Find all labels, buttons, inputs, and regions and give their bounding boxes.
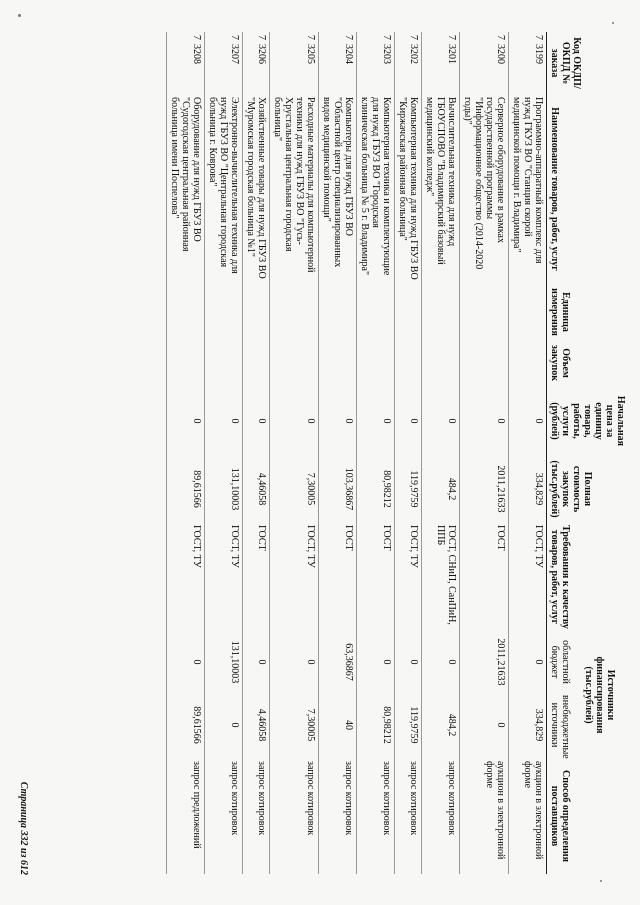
cell-funding-other: 80,98212 (357, 692, 395, 758)
cell-name: Программно-аппаратный комплекс для нужд ГКУЗ ВО "Станция скорой медицинской помощи г. Владимира" (509, 94, 547, 284)
table-row (167, 32, 205, 874)
cell-requirements: ГОСТ (243, 522, 270, 632)
cell-funding-regional: 0 (243, 632, 270, 692)
cell-funding-other: 89,61566 (167, 692, 205, 758)
cell-price: 0 (509, 386, 547, 456)
cell-number: 3205 (305, 44, 316, 64)
cell-prefix: 7 (533, 35, 544, 40)
cell-funding-regional: 0 (509, 632, 547, 692)
cell-unit (205, 284, 243, 340)
cell-total: 119,9759 (395, 456, 422, 522)
cell-volume (243, 340, 270, 386)
cell-volume (167, 340, 205, 386)
cell-requirements: ГОСТ, ТУ (270, 522, 319, 632)
cell-price: 0 (205, 386, 243, 456)
cell-number: 3203 (381, 44, 392, 64)
header-volume: Объем закупок (547, 340, 629, 386)
cell-volume (422, 340, 460, 386)
cell-requirements: ГОСТ, ТУ (205, 522, 243, 632)
cell-unit (422, 284, 460, 340)
cell-price: 0 (270, 386, 319, 456)
cell-name: Компьютерная техника для нужд ГБУЗ ВО "Киржачская районная больница" (395, 94, 422, 284)
cell-prefix: 7 (343, 35, 354, 40)
cell-total: 2011,21633 (460, 456, 509, 522)
cell-price: 0 (395, 386, 422, 456)
cell-requirements: ГОСТ, ТУ (509, 522, 547, 632)
cell-name: Расходные материалы для компьютерной техники для нужд ГБУЗ ВО "Гусь-Хрустальная центральная городская больница" (270, 94, 319, 284)
cell-code (167, 32, 205, 94)
cell-funding-regional: 131,10003 (205, 632, 243, 692)
cell-funding-other: 40 (319, 692, 357, 758)
cell-method: запрос котировок (270, 758, 319, 874)
cell-requirements: ГОСТ, ТУ (395, 522, 422, 632)
cell-funding-other: 0 (460, 692, 509, 758)
cell-method: запрос котировок (395, 758, 422, 874)
table-row (270, 32, 319, 874)
cell-funding-other: 119,9759 (395, 692, 422, 758)
cell-code (270, 32, 319, 94)
procurement-table (166, 32, 628, 874)
header-name: Наименование товаров, работ, услуг (547, 94, 629, 284)
cell-volume (460, 340, 509, 386)
cell-requirements: ГОСТ, ТУ (167, 522, 205, 632)
cell-requirements: ГОСТ (357, 522, 395, 632)
cell-name: Хозяйственные товары для нужд ГБУЗ ВО "Муромская городская больница №1" (243, 94, 270, 284)
scan-speck (18, 14, 21, 17)
cell-code (509, 32, 547, 94)
header-method: Способ определения поставщиков (547, 758, 629, 874)
cell-name: Серверное оборудование в рамках государственной программы "Информационное общество (2014-2020 годы)" (460, 94, 509, 284)
cell-number: 3201 (446, 44, 457, 64)
cell-unit (243, 284, 270, 340)
cell-funding-regional: 0 (422, 632, 460, 692)
header-funding-other: внебюджетные источники (547, 692, 581, 758)
cell-unit (357, 284, 395, 340)
header-code: Код ОКДП/ ОКПД № заказа (547, 32, 629, 94)
header-requirements: Требования к качеству товаров, работ, услуг (547, 522, 629, 632)
cell-price: 0 (319, 386, 357, 456)
table-header-row (581, 32, 628, 874)
header-total: Полная стоимость закупок (тыс.рублей) (547, 456, 629, 522)
cell-method: запрос предложений (167, 758, 205, 874)
cell-number: 3207 (229, 44, 240, 64)
cell-name: Компьютерная техника и комплектующие для нужд ГБУЗ ВО "Городская клиническая больница № 5 г. Владимира" (357, 94, 395, 284)
cell-code (422, 32, 460, 94)
cell-prefix: 7 (229, 35, 240, 40)
cell-number: 3200 (495, 44, 506, 64)
cell-name: Компьютеры для нужд ГБУЗ ВО "Областной центр специализированных видов медицинской помощи" (319, 94, 357, 284)
cell-prefix: 7 (191, 35, 202, 40)
cell-prefix: 7 (381, 35, 392, 40)
page-number: Страница 332 из 612 (18, 781, 29, 875)
cell-unit (395, 284, 422, 340)
cell-price: 0 (460, 386, 509, 456)
cell-funding-regional: 0 (395, 632, 422, 692)
cell-requirements: ГОСТ (460, 522, 509, 632)
cell-volume (509, 340, 547, 386)
cell-price: 0 (357, 386, 395, 456)
cell-funding-other: 334,829 (509, 692, 547, 758)
cell-price: 0 (422, 386, 460, 456)
cell-prefix: 7 (446, 35, 457, 40)
cell-total: 484,2 (422, 456, 460, 522)
cell-method: аукцион в электронной форме (460, 758, 509, 874)
cell-funding-other: 4,46058 (243, 692, 270, 758)
header-funding: Источники финансирования (тыс.рублей) (582, 656, 616, 734)
table-row (422, 32, 460, 874)
cell-method: запрос котировок (422, 758, 460, 874)
cell-volume (270, 340, 319, 386)
cell-prefix: 7 (305, 35, 316, 40)
cell-unit (270, 284, 319, 340)
cell-method: запрос котировок (205, 758, 243, 874)
cell-code (319, 32, 357, 94)
header-funding-regional: областной бюджет (547, 632, 581, 692)
cell-requirements: ГОСТ (319, 522, 357, 632)
cell-total: 89,61566 (167, 456, 205, 522)
cell-funding-other: 0 (205, 692, 243, 758)
header-unit: Единица измерения (547, 284, 629, 340)
cell-price: 0 (243, 386, 270, 456)
cell-prefix: 7 (256, 35, 267, 40)
cell-volume (319, 340, 357, 386)
cell-prefix: 7 (408, 35, 419, 40)
cell-unit (319, 284, 357, 340)
cell-volume (205, 340, 243, 386)
table-row (509, 32, 547, 874)
table-row (460, 32, 509, 874)
cell-unit (509, 284, 547, 340)
cell-funding-other: 484,2 (422, 692, 460, 758)
cell-funding-regional: 2011,21633 (460, 632, 509, 692)
cell-code (205, 32, 243, 94)
cell-total: 80,98212 (357, 456, 395, 522)
cell-requirements: ГОСТ, СНиП, СанПиН, ППБ (422, 522, 460, 632)
cell-total: 103,36867 (319, 456, 357, 522)
cell-total: 131,10003 (205, 456, 243, 522)
table-row (243, 32, 270, 874)
cell-code (243, 32, 270, 94)
table-row (357, 32, 395, 874)
table-body (167, 32, 547, 874)
table-row (319, 32, 357, 874)
cell-number: 3206 (256, 44, 267, 64)
cell-funding-regional: 0 (167, 632, 205, 692)
cell-name: Электронно-вычислительная техника для нужд ГБУЗ ВО "Центральная городская больница г. Коврова" (205, 94, 243, 284)
scan-speck (612, 22, 614, 24)
cell-method: запрос котировок (319, 758, 357, 874)
cell-number: 3204 (343, 44, 354, 64)
cell-method: аукцион в электронной форме (509, 758, 547, 874)
cell-code (460, 32, 509, 94)
cell-number: 3199 (533, 44, 544, 64)
cell-unit (460, 284, 509, 340)
header-unit-price: Начальная цена за единицу товара, работы, услуги (рублей) (547, 386, 629, 456)
cell-total: 334,829 (509, 456, 547, 522)
table-row (395, 32, 422, 874)
cell-funding-regional: 63,36867 (319, 632, 357, 692)
cell-funding-other: 7,30005 (270, 692, 319, 758)
cell-funding-regional: 0 (270, 632, 319, 692)
cell-total: 4,46058 (243, 456, 270, 522)
cell-name: Оборудование для нужд ГБУЗ ВО "Судогодская центральная районная больница имени Поспелова" (167, 94, 205, 284)
cell-volume (357, 340, 395, 386)
cell-name: Вычислительная техника для нужд ГБОУСПОВО "Владимирский базовый медицинский колледж" (422, 94, 460, 284)
cell-number: 3202 (408, 44, 419, 64)
cell-funding-regional: 0 (357, 632, 395, 692)
scan-speck (600, 880, 602, 882)
cell-number: 3208 (191, 44, 202, 64)
cell-volume (395, 340, 422, 386)
cell-price: 0 (167, 386, 205, 456)
cell-unit (167, 284, 205, 340)
cell-code (395, 32, 422, 94)
cell-code (357, 32, 395, 94)
cell-method: запрос котировок (243, 758, 270, 874)
table-row (205, 32, 243, 874)
cell-prefix: 7 (495, 35, 506, 40)
cell-method: запрос котировок (357, 758, 395, 874)
cell-total: 7,30005 (270, 456, 319, 522)
